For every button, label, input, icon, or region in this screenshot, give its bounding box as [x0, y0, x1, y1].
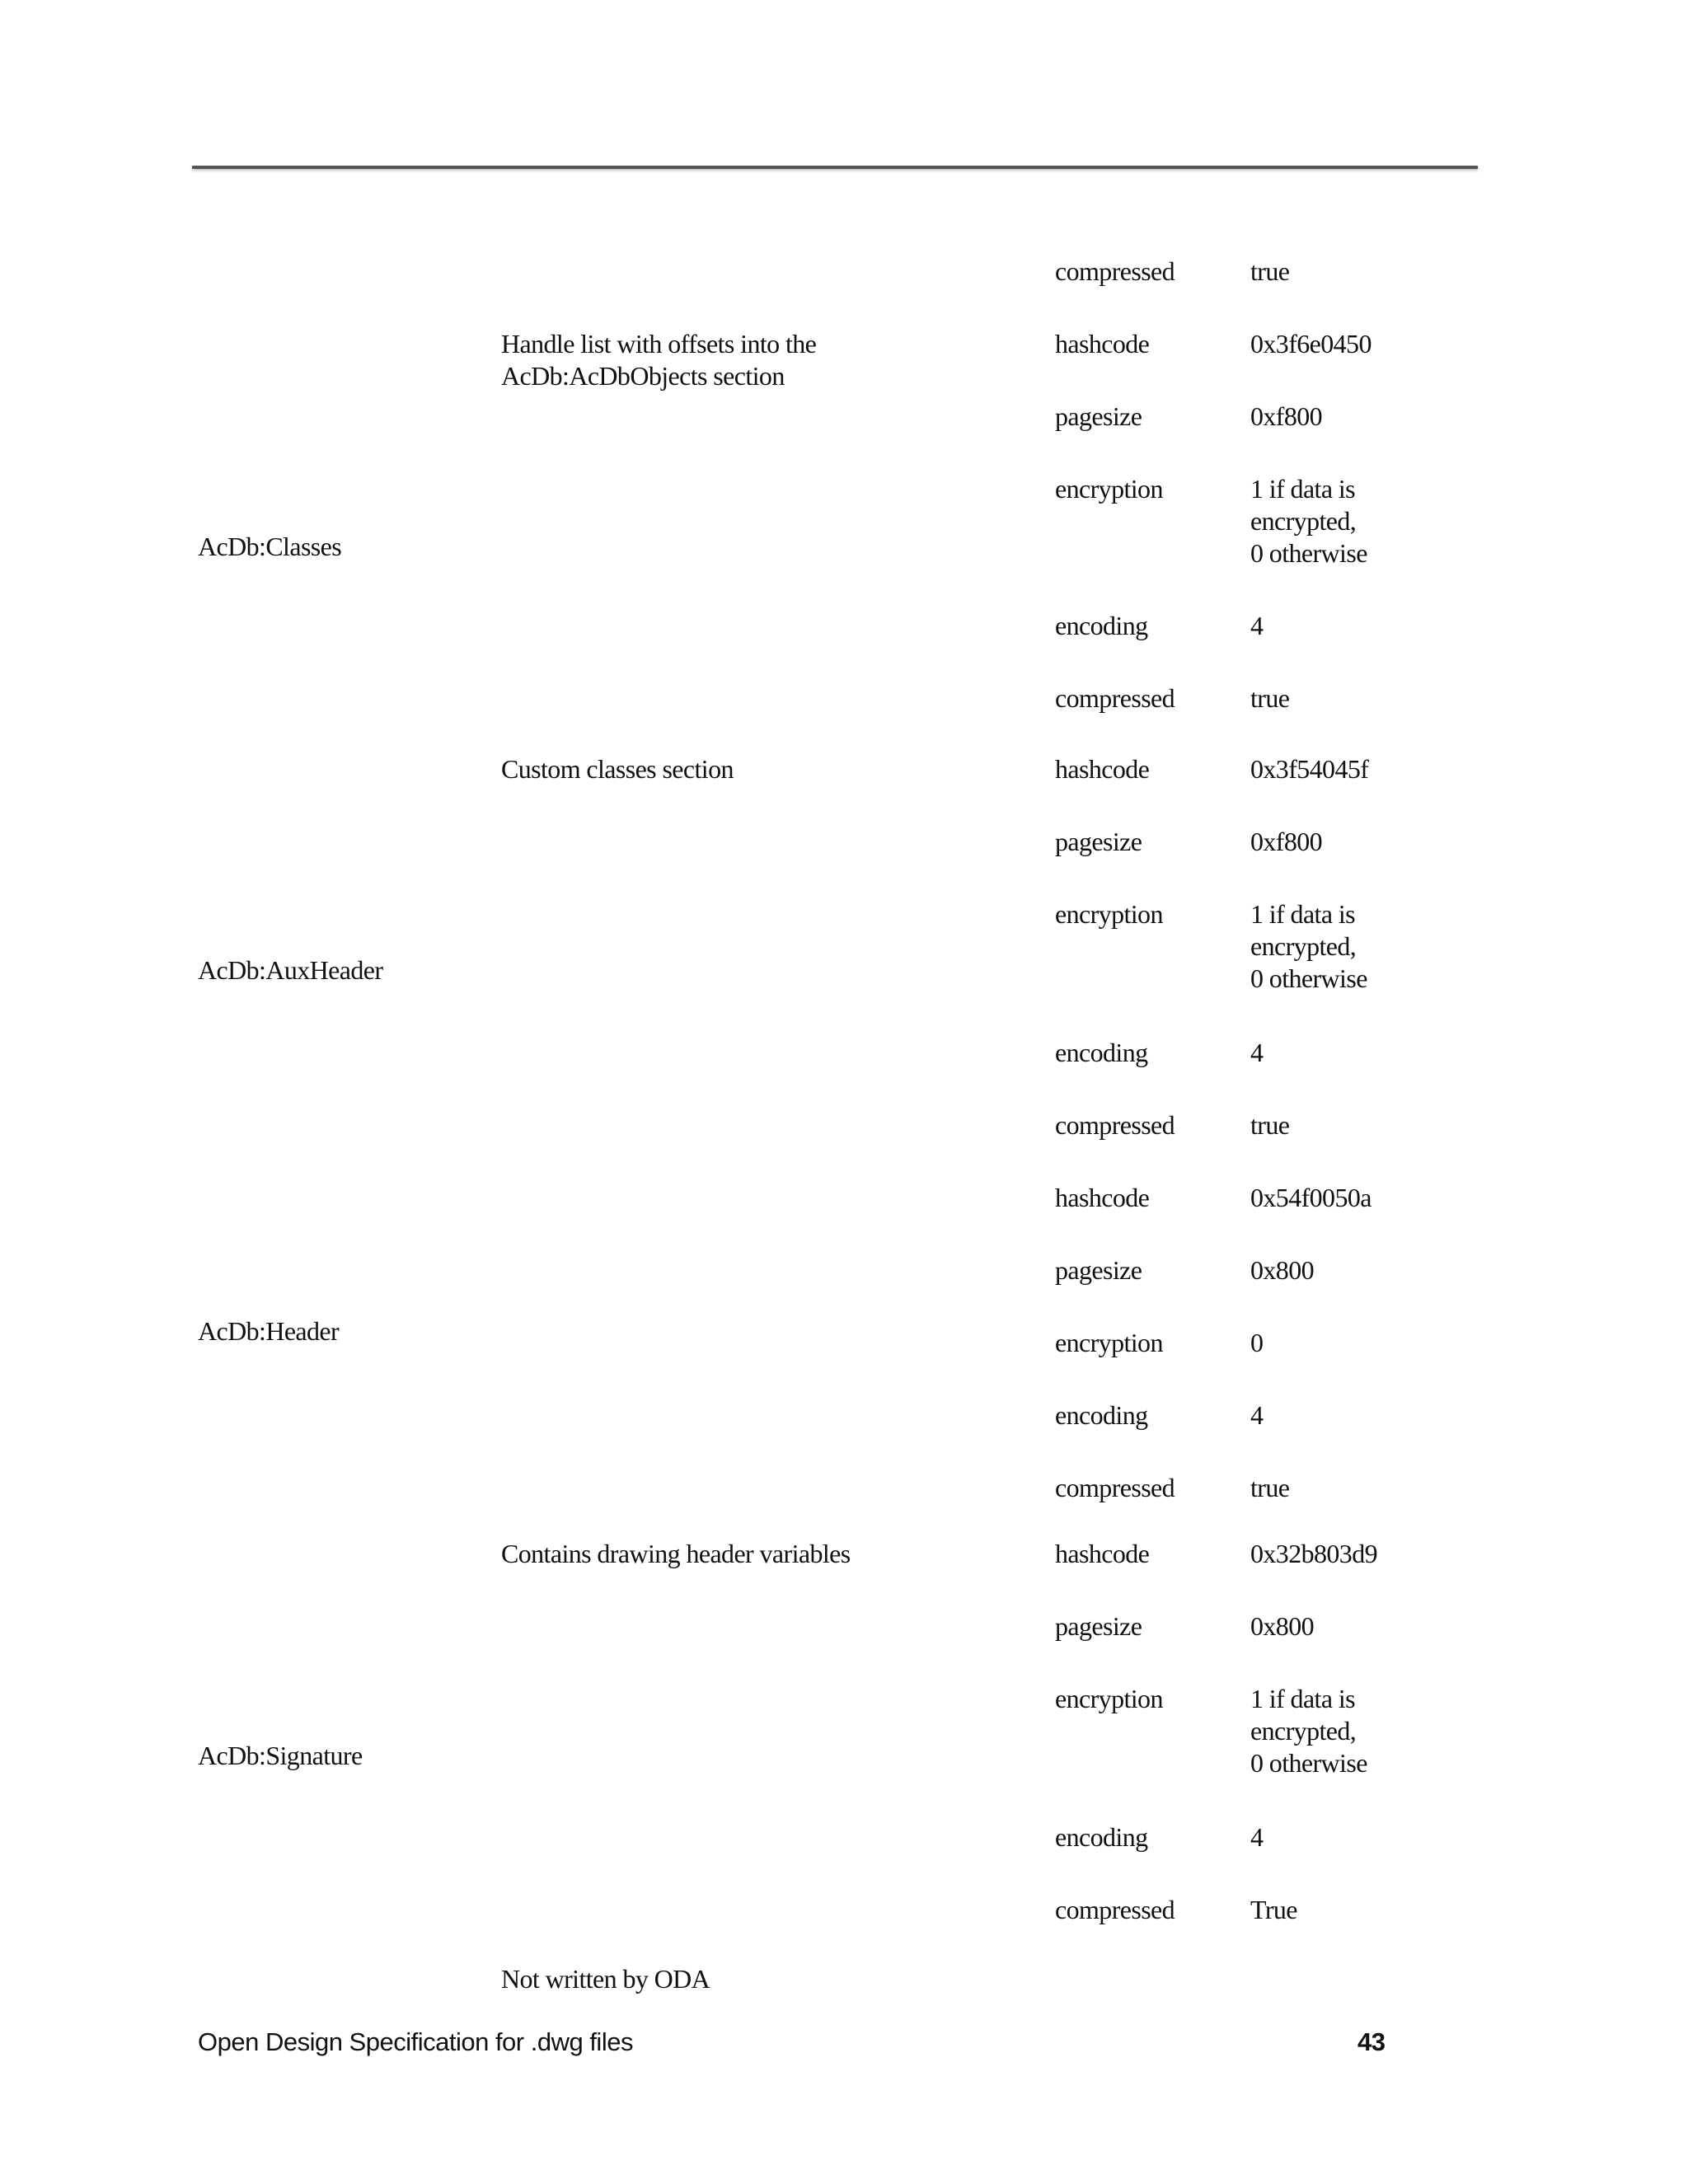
- property-name: pagesize: [1055, 1611, 1142, 1641]
- property-name: pagesize: [1055, 827, 1142, 856]
- property-value: 1 if data is encrypted, 0 otherwise: [1250, 1684, 1367, 1778]
- property-name: encoding: [1055, 1822, 1148, 1852]
- property-value: 1 if data is encrypted, 0 otherwise: [1250, 899, 1367, 993]
- section-description: Not written by ODA: [501, 1964, 710, 1994]
- property-name: hashcode: [1055, 329, 1150, 359]
- property-name: compressed: [1055, 256, 1175, 286]
- property-name: encoding: [1055, 1038, 1148, 1067]
- page-number: 43: [1357, 2027, 1386, 2056]
- section-name: AcDb:AuxHeader: [198, 955, 383, 985]
- property-name: encoding: [1055, 1400, 1148, 1430]
- property-name: encryption: [1055, 1328, 1163, 1357]
- property-name: encoding: [1055, 611, 1148, 640]
- section-name: AcDb:Classes: [198, 532, 342, 561]
- property-value: 0x800: [1250, 1611, 1315, 1641]
- property-value: 0x800: [1250, 1255, 1315, 1285]
- property-value: true: [1250, 256, 1290, 286]
- property-value: 0xf800: [1250, 401, 1323, 431]
- footer-title: Open Design Specification for .dwg files: [198, 2027, 633, 2056]
- property-value: 4: [1250, 1400, 1264, 1430]
- property-name: hashcode: [1055, 754, 1150, 784]
- property-name: compressed: [1055, 1473, 1175, 1502]
- property-value: 0x54f0050a: [1250, 1183, 1372, 1212]
- property-name: compressed: [1055, 683, 1175, 713]
- property-value: 4: [1250, 1822, 1264, 1852]
- property-name: pagesize: [1055, 401, 1142, 431]
- property-name: pagesize: [1055, 1255, 1142, 1285]
- section-description: Contains drawing header variables: [501, 1539, 851, 1568]
- property-name: encryption: [1055, 1684, 1163, 1713]
- property-value: 0x32b803d9: [1250, 1539, 1378, 1568]
- property-name: hashcode: [1055, 1183, 1150, 1212]
- section-description: Handle list with offsets into the AcDb:AcDbObjects section: [501, 329, 817, 391]
- property-value: true: [1250, 1110, 1290, 1140]
- property-value: 0x3f54045f: [1250, 754, 1369, 784]
- property-value: true: [1250, 1473, 1290, 1502]
- property-value: 0: [1250, 1328, 1264, 1357]
- property-name: encryption: [1055, 474, 1163, 504]
- property-value: 0x3f6e0450: [1250, 329, 1372, 359]
- property-value: 4: [1250, 1038, 1264, 1067]
- property-value: 4: [1250, 611, 1264, 640]
- section-name: AcDb:Header: [198, 1316, 340, 1346]
- property-name: compressed: [1055, 1895, 1175, 1924]
- property-value: true: [1250, 683, 1290, 713]
- property-value: True: [1250, 1895, 1297, 1924]
- property-name: encryption: [1055, 899, 1163, 929]
- property-value: 0xf800: [1250, 827, 1323, 856]
- section-name: AcDb:Signature: [198, 1741, 363, 1770]
- section-description: Custom classes section: [501, 754, 734, 784]
- property-name: hashcode: [1055, 1539, 1150, 1568]
- property-name: compressed: [1055, 1110, 1175, 1140]
- header-rule: [192, 166, 1478, 169]
- property-value: 1 if data is encrypted, 0 otherwise: [1250, 474, 1367, 568]
